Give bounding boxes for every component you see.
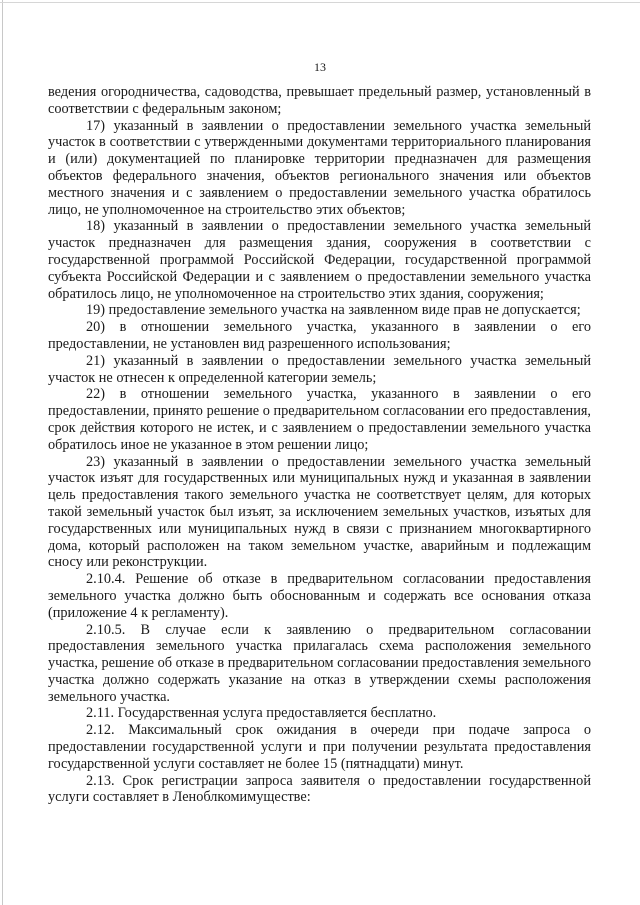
paragraph-section-2-10-5: 2.10.5. В случае если к заявлению о предварительном согласовании предоставления земельного участка прилагалась схема расположения земельного участка, решение об отказе в предварительном согласовании предоставления земельного участка должно содержать указание на отказ в утверждении схемы расположения земельного участка. xyxy=(48,621,591,705)
paragraph-item-23: 23) указанный в заявлении о предоставлении земельного участка земельный участок изъят для государственных или муниципальных нужд и указанная в заявлении цель предоставления такого земельного участка не соответствует целям, для которых такой земельный участок был изъят, за исключением земельных участков, изъятых для государственных или муниципальных нужд в связи с признанием многоквартирного дома, который расположен на таком земельном участке, аварийным и подлежащим сносу или реконструкции. xyxy=(48,453,591,571)
paragraph-section-2-10-4: 2.10.4. Решение об отказе в предварительном согласовании предоставления земельного участка должно быть обоснованным и содержать все основания отказа (приложение 4 к регламенту). xyxy=(48,571,591,621)
paragraph-item-21: 21) указанный в заявлении о предоставлении земельного участка земельный участок не отнесен к определенной категории земель; xyxy=(48,352,591,386)
paragraph-item-20: 20) в отношении земельного участка, указанного в заявлении о его предоставлении, не установлен вид разрешенного использования; xyxy=(48,319,591,352)
paragraph-section-2-13: 2.13. Срок регистрации запроса заявителя о предоставлении государственной услуги составляет в Леноблкомимуществе: xyxy=(48,772,591,806)
paragraph-item-19: 19) предоставление земельного участка на заявленном виде прав не допускается; xyxy=(86,302,581,319)
paragraph-item-17: 17) указанный в заявлении о предоставлении земельного участка земельный участок в соответствии с утвержденными документами территориального планирования и (или) документацией по планировке территории предназначен для размещения объектов федерального значения, объектов регионального значения или объектов местного значения и с заявлением о предоставлении земельного участка обратилось лицо, не уполномоченное на строительство этих объектов; xyxy=(48,117,591,218)
paragraph-section-2-11: 2.11. Государственная услуга предоставляется бесплатно. xyxy=(86,705,437,722)
paragraph-item-18: 18) указанный в заявлении о предоставлении земельного участка земельный участок предназначен для размещения здания, сооружения в соответствии с государственной программой Российской Федерации, государственной программой субъекта Российской Федерации и с заявлением о предоставлении земельного участка обратилось лицо, не уполномоченное на строительство этих здания, сооружения; xyxy=(48,218,591,302)
page-number: 13 xyxy=(314,60,326,74)
document-body xyxy=(48,84,591,806)
scan-edge-top xyxy=(0,2,640,3)
scan-edge-left xyxy=(2,0,3,905)
paragraph-continuation: ведения огородничества, садоводства, превышает предельный размер, установленный в соответствии с федеральным законом; xyxy=(48,84,591,117)
paragraph-item-22: 22) в отношении земельного участка, указанного в заявлении о его предоставлении, принято решение о предварительном согласовании его предоставления, срок действия которого не истек, и с заявлением о предоставлении земельного участка обратилось иное не указанное в этом решении лицо; xyxy=(48,386,591,453)
paragraph-section-2-12: 2.12. Максимальный срок ожидания в очереди при подаче запроса о предоставлении государственной услуги и при получении результата предоставления государственной услуги составляет не более 15 (пятнадцати) минут. xyxy=(48,722,591,772)
